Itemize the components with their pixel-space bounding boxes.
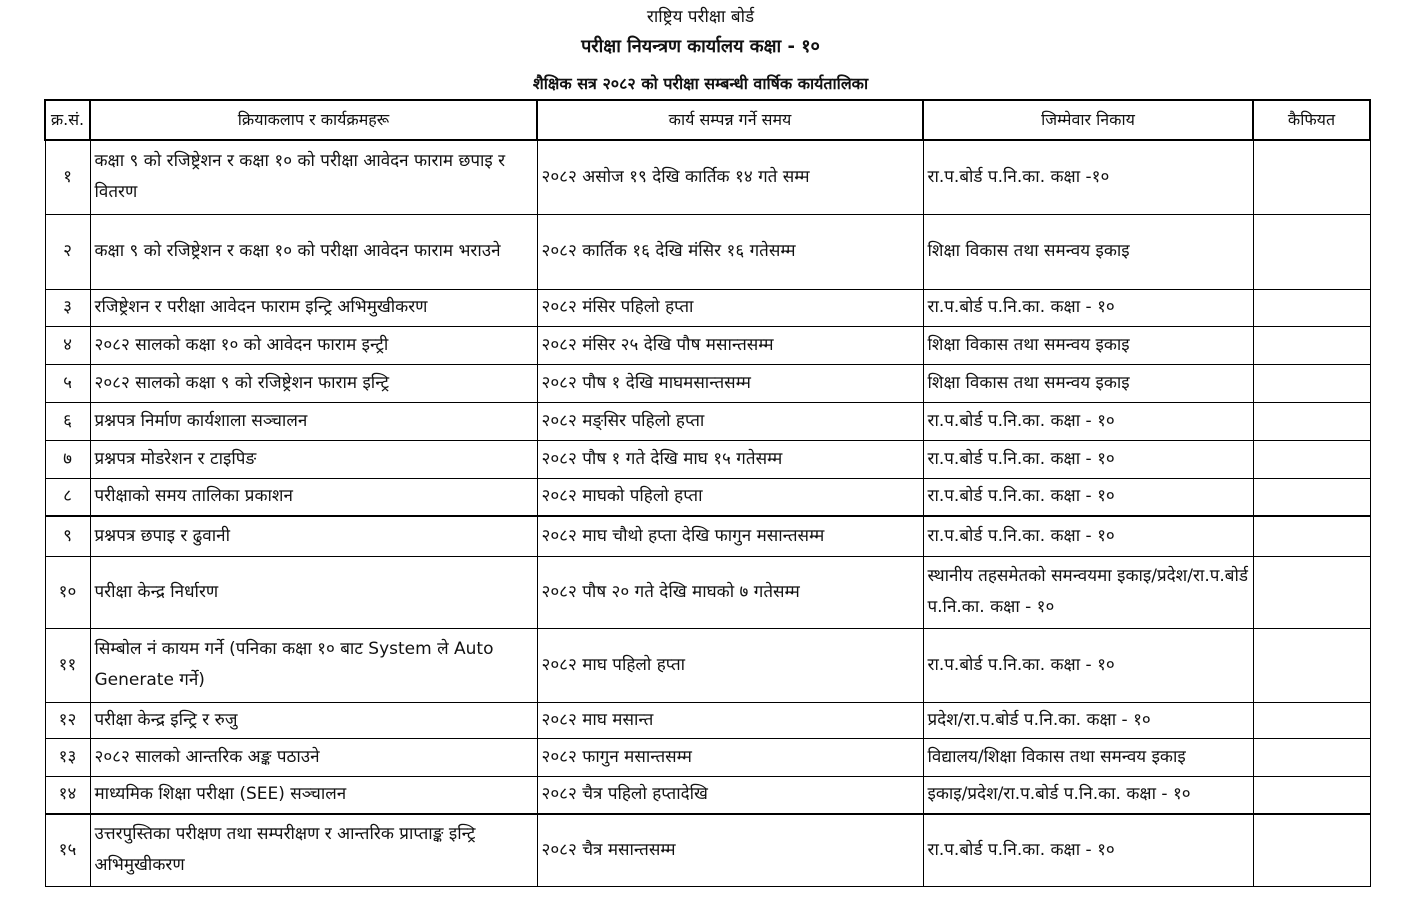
cell-completion-time: २०८२ पौष १ देखि माघमसान्तसम्म (537, 364, 923, 402)
cell-activity: कक्षा ९ को रजिष्ट्रेशन र कक्षा १० को परीक्षा आवेदन फाराम छपाइ र वितरण (90, 140, 537, 214)
cell-responsible-agency: प्रदेश/रा.प.बोर्ड प.नि.का. कक्षा - १० (923, 702, 1253, 738)
table-row (45, 326, 1370, 364)
cell-remarks (1253, 440, 1370, 478)
board-name: राष्ट्रिय परीक्षा बोर्ड (646, 7, 755, 27)
cell-activity: परीक्षा केन्द्र इन्ट्रि र रुजु (90, 702, 537, 738)
schedule-subtitle: शैक्षिक सत्र २०८२ को परीक्षा सम्बन्धी वार्षिक कार्यतालिका (532, 74, 869, 93)
table-row (45, 738, 1370, 776)
table-row (45, 478, 1370, 516)
cell-remarks (1253, 814, 1370, 886)
table-row (45, 440, 1370, 478)
cell-activity: रजिष्ट्रेशन र परीक्षा आवेदन फाराम इन्ट्रि अभिमुखीकरण (90, 289, 537, 326)
table-row (45, 628, 1370, 702)
table-row (45, 364, 1370, 402)
table-row (45, 556, 1370, 628)
cell-serial-number: ७ (45, 440, 90, 478)
cell-serial-number: ९ (45, 516, 90, 556)
table-row (45, 289, 1370, 326)
cell-serial-number: १५ (45, 814, 90, 886)
cell-responsible-agency: स्थानीय तहसमेतको समन्वयमा इकाइ/प्रदेश/रा.प.बोर्ड प.नि.का. कक्षा - १० (923, 556, 1253, 628)
col-header-time: कार्य सम्पन्न गर्ने समय (537, 100, 923, 140)
cell-activity: कक्षा ९ को रजिष्ट्रेशन र कक्षा १० को परीक्षा आवेदन फाराम भराउने (90, 214, 537, 289)
col-header-agency: जिम्मेवार निकाय (923, 100, 1253, 140)
cell-completion-time: २०८२ असोज १९ देखि कार्तिक १४ गते सम्म (537, 140, 923, 214)
table-row (45, 814, 1370, 886)
cell-responsible-agency: शिक्षा विकास तथा समन्वय इकाइ (923, 364, 1253, 402)
cell-completion-time: २०८२ कार्तिक १६ देखि मंसिर १६ गतेसम्म (537, 214, 923, 289)
cell-remarks (1253, 478, 1370, 516)
cell-activity: २०८२ सालको कक्षा ९ को रजिष्ट्रेशन फाराम इन्ट्रि (90, 364, 537, 402)
cell-serial-number: ८ (45, 478, 90, 516)
table-row (45, 776, 1370, 814)
table-row (45, 214, 1370, 289)
cell-serial-number: १३ (45, 738, 90, 776)
cell-responsible-agency: विद्यालय/शिक्षा विकास तथा समन्वय इकाइ (923, 738, 1253, 776)
cell-completion-time: २०८२ मङ्सिर पहिलो हप्ता (537, 402, 923, 440)
cell-activity: २०८२ सालको कक्षा १० को आवेदन फाराम इन्ट्री (90, 326, 537, 364)
cell-activity: सिम्बोल नं कायम गर्ने (पनिका कक्षा १० बाट System ले Auto Generate गर्ने) (90, 628, 537, 702)
cell-serial-number: १४ (45, 776, 90, 814)
cell-remarks (1253, 364, 1370, 402)
table-body (45, 140, 1370, 886)
cell-completion-time: २०८२ चैत्र मसान्तसम्म (537, 814, 923, 886)
cell-serial-number: ५ (45, 364, 90, 402)
cell-completion-time: २०८२ मंसिर २५ देखि पौष मसान्तसम्म (537, 326, 923, 364)
cell-activity: प्रश्नपत्र निर्माण कार्यशाला सञ्चालन (90, 402, 537, 440)
cell-responsible-agency: रा.प.बोर्ड प.नि.का. कक्षा - १० (923, 402, 1253, 440)
cell-serial-number: १२ (45, 702, 90, 738)
col-header-remarks: कैफियत (1253, 100, 1370, 140)
cell-serial-number: २ (45, 214, 90, 289)
cell-completion-time: २०८२ माघको पहिलो हप्ता (537, 478, 923, 516)
cell-activity: परीक्षा केन्द्र निर्धारण (90, 556, 537, 628)
cell-remarks (1253, 289, 1370, 326)
cell-serial-number: ६ (45, 402, 90, 440)
cell-completion-time: २०८२ पौष १ गते देखि माघ १५ गतेसम्म (537, 440, 923, 478)
cell-completion-time: २०८२ माघ चौथो हप्ता देखि फागुन मसान्तसम्म (537, 516, 923, 556)
cell-serial-number: ४ (45, 326, 90, 364)
table-row (45, 516, 1370, 556)
cell-responsible-agency: रा.प.बोर्ड प.नि.का. कक्षा -१० (923, 140, 1253, 214)
cell-remarks (1253, 402, 1370, 440)
cell-completion-time: २०८२ पौष २० गते देखि माघको ७ गतेसम्म (537, 556, 923, 628)
cell-remarks (1253, 140, 1370, 214)
cell-remarks (1253, 516, 1370, 556)
cell-activity: २०८२ सालको आन्तरिक अङ्क पठाउने (90, 738, 537, 776)
office-title: परीक्षा नियन्त्रण कार्यालय कक्षा - १० (581, 36, 820, 57)
cell-responsible-agency: रा.प.बोर्ड प.नि.का. कक्षा - १० (923, 289, 1253, 326)
cell-completion-time: २०८२ मंसिर पहिलो हप्ता (537, 289, 923, 326)
cell-responsible-agency: रा.प.बोर्ड प.नि.का. कक्षा - १० (923, 516, 1253, 556)
cell-responsible-agency: रा.प.बोर्ड प.नि.का. कक्षा - १० (923, 440, 1253, 478)
cell-activity: प्रश्नपत्र छपाइ र ढुवानी (90, 516, 537, 556)
cell-completion-time: २०८२ माघ पहिलो हप्ता (537, 628, 923, 702)
col-header-activity: क्रियाकलाप र कार्यक्रमहरू (90, 100, 537, 140)
cell-responsible-agency: रा.प.बोर्ड प.नि.का. कक्षा - १० (923, 628, 1253, 702)
col-header-sn: क्र.सं. (45, 100, 90, 140)
cell-remarks (1253, 326, 1370, 364)
cell-activity: माध्यमिक शिक्षा परीक्षा (SEE) सञ्चालन (90, 776, 537, 814)
cell-serial-number: ३ (45, 289, 90, 326)
table-row (45, 402, 1370, 440)
table-row (45, 702, 1370, 738)
table-row (45, 140, 1370, 214)
cell-responsible-agency: रा.प.बोर्ड प.नि.का. कक्षा - १० (923, 814, 1253, 886)
cell-completion-time: २०८२ फागुन मसान्तसम्म (537, 738, 923, 776)
cell-responsible-agency: इकाइ/प्रदेश/रा.प.बोर्ड प.नि.का. कक्षा - १० (923, 776, 1253, 814)
annual-schedule-table (44, 99, 1371, 887)
cell-activity: उत्तरपुस्तिका परीक्षण तथा सम्परीक्षण र आन्तरिक प्राप्ताङ्क इन्ट्रि अभिमुखीकरण (90, 814, 537, 886)
cell-activity: प्रश्नपत्र मोडरेशन र टाइपिङ (90, 440, 537, 478)
cell-remarks (1253, 628, 1370, 702)
cell-serial-number: १० (45, 556, 90, 628)
cell-responsible-agency: रा.प.बोर्ड प.नि.का. कक्षा - १० (923, 478, 1253, 516)
cell-remarks (1253, 214, 1370, 289)
cell-completion-time: २०८२ माघ मसान्त (537, 702, 923, 738)
cell-remarks (1253, 738, 1370, 776)
cell-remarks (1253, 776, 1370, 814)
header-row (45, 100, 1370, 140)
cell-serial-number: १ (45, 140, 90, 214)
cell-remarks (1253, 702, 1370, 738)
cell-responsible-agency: शिक्षा विकास तथा समन्वय इकाइ (923, 214, 1253, 289)
cell-responsible-agency: शिक्षा विकास तथा समन्वय इकाइ (923, 326, 1253, 364)
cell-completion-time: २०८२ चैत्र पहिलो हप्तादेखि (537, 776, 923, 814)
cell-remarks (1253, 556, 1370, 628)
cell-activity: परीक्षाको समय तालिका प्रकाशन (90, 478, 537, 516)
cell-serial-number: ११ (45, 628, 90, 702)
